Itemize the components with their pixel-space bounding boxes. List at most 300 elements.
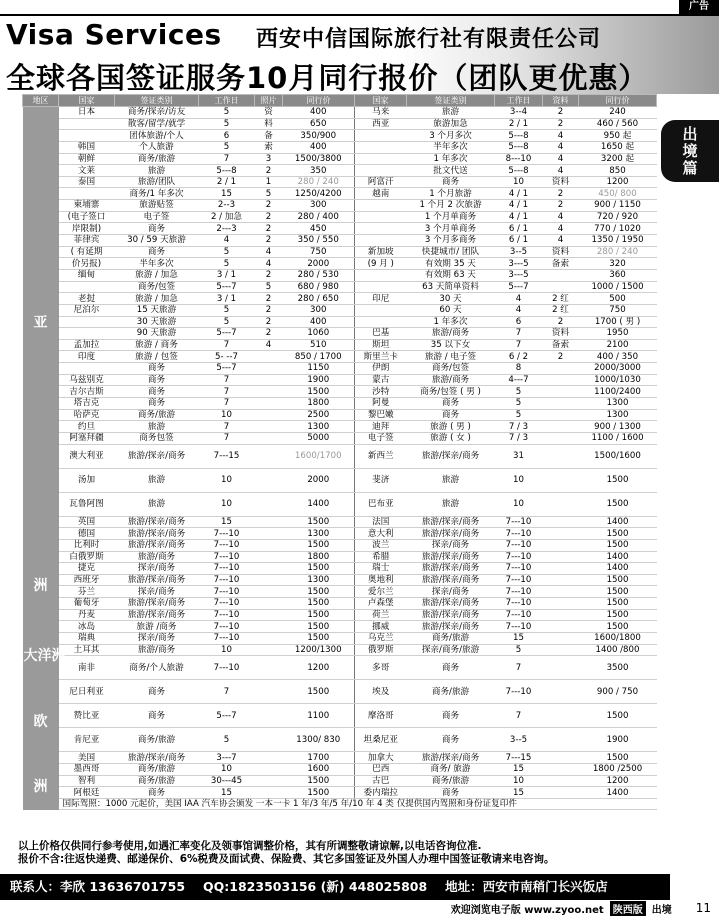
- table-cell: 1250/4200: [283, 188, 355, 200]
- table-cell: 1500: [283, 598, 355, 610]
- table-cell: [543, 363, 579, 375]
- table-cell: 30 / 59 天旅游: [115, 235, 199, 247]
- table-cell: 1 个月单商务: [407, 211, 495, 223]
- table-cell: 1300: [579, 398, 657, 410]
- table-row: [23, 200, 657, 212]
- table-cell: 1500: [283, 539, 355, 551]
- table-cell: 旅游: [115, 165, 199, 177]
- table-cell: [255, 609, 283, 621]
- table-cell: 7---10: [495, 551, 543, 563]
- table-cell: 7---10: [495, 574, 543, 586]
- table-cell: 240: [579, 107, 657, 119]
- table-cell: 750: [283, 246, 355, 258]
- table-cell: [543, 574, 579, 586]
- table-cell: [543, 680, 579, 704]
- table-cell: 4: [495, 293, 543, 305]
- table-cell: 7---10: [199, 609, 255, 621]
- table-cell: 肯尼亚: [59, 728, 115, 752]
- table-cell: 旅游 /商务: [115, 621, 199, 633]
- table-cell: 1600/1800: [579, 632, 657, 644]
- table-cell: 10: [199, 492, 255, 516]
- table-cell: 德国: [59, 528, 115, 540]
- table-cell: 白俄罗斯: [59, 551, 115, 563]
- table-cell: 2000: [283, 468, 355, 492]
- table-cell: 2: [543, 316, 579, 328]
- table-row: [23, 432, 657, 444]
- table-row: [23, 632, 657, 644]
- table-cell: 商务: [407, 704, 495, 728]
- table-cell: 7---10: [495, 586, 543, 598]
- table-cell: [543, 398, 579, 410]
- table-cell: 越南: [355, 188, 407, 200]
- table-cell: 450/ 800: [579, 188, 657, 200]
- table-cell: 7: [199, 421, 255, 433]
- table-cell: [543, 409, 579, 421]
- table-cell: 旅游/探亲/商务: [407, 563, 495, 575]
- table-cell: 7---10: [199, 528, 255, 540]
- table-cell: 商务: [115, 680, 199, 704]
- table-cell: 1100/2400: [579, 386, 657, 398]
- table-cell: 280 / 240: [283, 176, 355, 188]
- table-cell: 个人旅游: [115, 141, 199, 153]
- table-cell: 7: [199, 432, 255, 444]
- table-cell: 1500: [579, 752, 657, 764]
- table-cell: 柬埔寨: [59, 200, 115, 212]
- table-cell: 1300: [283, 528, 355, 540]
- table-cell: 蒙古: [355, 374, 407, 386]
- table-cell: 1500: [283, 386, 355, 398]
- company-name: 西安中信国际旅行社有限责任公司: [256, 27, 602, 52]
- table-cell: 770 / 1020: [579, 223, 657, 235]
- table-cell: 斯里兰卡: [355, 351, 407, 363]
- table-cell: 探亲/商务: [115, 632, 199, 644]
- table-row: [23, 176, 657, 188]
- table-cell: 7---10: [495, 680, 543, 704]
- table-cell: 汤加: [59, 468, 115, 492]
- table-cell: [255, 632, 283, 644]
- table-cell: 商务: [407, 176, 495, 188]
- table-cell: 旅游: [115, 421, 199, 433]
- table-cell: 5---8: [199, 165, 255, 177]
- table-cell: 旅游: [115, 468, 199, 492]
- region-cell: 洲: [23, 539, 59, 632]
- table-cell: 1 年多次: [407, 153, 495, 165]
- column-header: 同行价: [283, 95, 355, 107]
- table-cell: 委内瑞拉: [355, 787, 407, 799]
- table-cell: [59, 316, 115, 328]
- table-row: [23, 444, 657, 468]
- table-cell: 3--4: [495, 107, 543, 119]
- table-cell: 1600/1700: [283, 444, 355, 468]
- header-banner: [0, 16, 719, 94]
- table-row: [23, 763, 657, 775]
- table-cell: 3 个月多次: [407, 130, 495, 142]
- table-cell: 2000/3000: [579, 363, 657, 375]
- table-cell: 商务: [115, 363, 199, 375]
- table-cell: 1100 / 1600: [579, 432, 657, 444]
- table-cell: [543, 728, 579, 752]
- table-cell: 2: [543, 107, 579, 119]
- table-cell: 6: [495, 316, 543, 328]
- section-side-tab: [661, 120, 719, 182]
- table-cell: [543, 374, 579, 386]
- table-row: [23, 118, 657, 130]
- table-cell: [255, 409, 283, 421]
- table-cell: [255, 528, 283, 540]
- table-cell: [543, 269, 579, 281]
- table-cell: 芬兰: [59, 586, 115, 598]
- table-cell: 印度: [59, 351, 115, 363]
- table-cell: [543, 609, 579, 621]
- side-tab-char: 境: [682, 142, 698, 160]
- table-cell: 450: [283, 223, 355, 235]
- table-row: [23, 563, 657, 575]
- table-cell: 1500: [579, 704, 657, 728]
- table-cell: 10: [199, 409, 255, 421]
- table-cell: 300: [283, 304, 355, 316]
- column-header: 国家: [355, 95, 407, 107]
- column-header: 地区: [23, 95, 59, 107]
- table-cell: 备: [255, 130, 283, 142]
- table-cell: 阿根廷: [59, 787, 115, 799]
- table-row: [23, 141, 657, 153]
- table-cell: 2 红: [543, 304, 579, 316]
- table-cell: 商务: [115, 787, 199, 799]
- table-cell: 1 年多次: [407, 316, 495, 328]
- table-cell: 2: [255, 269, 283, 281]
- table-cell: 900 / 1150: [579, 200, 657, 212]
- table-cell: 3--5: [495, 246, 543, 258]
- table-cell: [255, 728, 283, 752]
- table-cell: 7: [495, 328, 543, 340]
- table-cell: [255, 421, 283, 433]
- table-cell: 朝鲜: [59, 153, 115, 165]
- table-cell: 1500: [579, 586, 657, 598]
- table-cell: 4: [543, 153, 579, 165]
- table-row: [23, 539, 657, 551]
- table-cell: 吉尔吉斯: [59, 386, 115, 398]
- table-cell: 400: [283, 316, 355, 328]
- table-cell: 850 / 1700: [283, 351, 355, 363]
- table-cell: 商务: [115, 246, 199, 258]
- table-cell: [355, 223, 407, 235]
- table-cell: 8: [495, 363, 543, 375]
- table-cell: 1500: [579, 539, 657, 551]
- table-cell: 7: [199, 386, 255, 398]
- table-cell: 商务/1 年多次: [115, 188, 199, 200]
- table-cell: 1300: [283, 574, 355, 586]
- table-cell: 400: [283, 141, 355, 153]
- table-row: [23, 316, 657, 328]
- table-cell: 资料: [543, 176, 579, 188]
- table-cell: 斐济: [355, 468, 407, 492]
- table-cell: [543, 421, 579, 433]
- table-cell: 5---7: [495, 281, 543, 293]
- table-cell: 2: [255, 165, 283, 177]
- table-cell: 7---10: [199, 598, 255, 610]
- region-cell: 欧: [23, 680, 59, 764]
- table-row: [23, 704, 657, 728]
- table-cell: 1800: [283, 398, 355, 410]
- table-cell: [355, 304, 407, 316]
- table-cell: 5---8: [495, 141, 543, 153]
- table-cell: [255, 775, 283, 787]
- table-cell: 批文代送: [407, 165, 495, 177]
- table-cell: 旅游/探亲/商务: [115, 444, 199, 468]
- table-cell: 埃及: [355, 680, 407, 704]
- notes: [18, 840, 658, 866]
- table-cell: 4: [543, 235, 579, 247]
- table-cell: 2 / 加急: [199, 211, 255, 223]
- table-cell: [255, 468, 283, 492]
- table-cell: 赞比亚: [59, 704, 115, 728]
- table-cell: [543, 516, 579, 528]
- table-cell: 7---10: [199, 656, 255, 680]
- table-cell: 商务/旅游: [407, 775, 495, 787]
- table-cell: 5: [495, 398, 543, 410]
- table-cell: 团体旅游/个人: [115, 130, 199, 142]
- contact-qq: QQ:1823503156 (新) 448025808: [203, 879, 428, 894]
- table-cell: 黎巴嫩: [355, 409, 407, 421]
- table-cell: 半年多次: [115, 258, 199, 270]
- table-cell: 4: [255, 246, 283, 258]
- table-cell: 西班牙: [59, 574, 115, 586]
- table-cell: 旅游加急: [407, 118, 495, 130]
- table-cell: 5: [255, 281, 283, 293]
- table-cell: 1350 / 1950: [579, 235, 657, 247]
- table-cell: 奥地利: [355, 574, 407, 586]
- table-row: [23, 339, 657, 351]
- footer-site: 欢迎浏览电子版 www.zyoo.net: [450, 904, 604, 916]
- table-cell: 1150: [283, 363, 355, 375]
- table-cell: [255, 432, 283, 444]
- table-cell: 尼泊尔: [59, 304, 115, 316]
- table-cell: [255, 704, 283, 728]
- table-cell: 岸限制): [59, 223, 115, 235]
- table-cell: 韩国: [59, 141, 115, 153]
- table-row: [23, 351, 657, 363]
- table-row: [23, 398, 657, 410]
- table-cell: 1500/1600: [579, 444, 657, 468]
- table-cell: 旅游/探亲/商务: [407, 444, 495, 468]
- table-cell: 7---10: [199, 621, 255, 633]
- table-cell: 1500: [283, 586, 355, 598]
- table-cell: 2---3: [199, 223, 255, 235]
- table-cell: 旅游 ( 女 ): [407, 432, 495, 444]
- table-cell: 7---10: [199, 563, 255, 575]
- table-row: [23, 269, 657, 281]
- table-row: [23, 492, 657, 516]
- table-cell: 7: [199, 680, 255, 704]
- table-cell: 1500: [579, 598, 657, 610]
- table-cell: [543, 775, 579, 787]
- table-cell: 1500: [283, 775, 355, 787]
- table-cell: 商务/探亲/访友: [115, 107, 199, 119]
- table-cell: 1650 起: [579, 141, 657, 153]
- table-cell: 15: [495, 632, 543, 644]
- table-cell: 塔吉克: [59, 398, 115, 410]
- table-cell: 680 / 980: [283, 281, 355, 293]
- column-header: 资料: [543, 95, 579, 107]
- table-cell: [255, 644, 283, 656]
- table-cell: 7---10: [199, 632, 255, 644]
- table-row: [23, 304, 657, 316]
- table-cell: 3 个月多商务: [407, 235, 495, 247]
- table-cell: 旅游/商务: [407, 374, 495, 386]
- table-cell: 1200/1300: [283, 644, 355, 656]
- table-cell: 英国: [59, 516, 115, 528]
- table-cell: 旅游/探亲/商务: [407, 551, 495, 563]
- table-cell: 乌兹别克: [59, 374, 115, 386]
- table-cell: 350/900: [283, 130, 355, 142]
- table-cell: [255, 752, 283, 764]
- table-cell: 2: [255, 200, 283, 212]
- table-cell: 2: [255, 293, 283, 305]
- table-cell: 7---15: [199, 444, 255, 468]
- table-cell: 旅游/探亲/商务: [115, 609, 199, 621]
- table-cell: 400: [283, 107, 355, 119]
- table-cell: [543, 528, 579, 540]
- table-cell: 10: [199, 763, 255, 775]
- table-cell: 1500: [579, 468, 657, 492]
- table-cell: 美国: [59, 752, 115, 764]
- table-cell: 7---10: [199, 586, 255, 598]
- table-cell: 1500: [283, 609, 355, 621]
- table-cell: 商务: [407, 656, 495, 680]
- table-row: [23, 586, 657, 598]
- table-cell: 古巴: [355, 775, 407, 787]
- table-cell: 4: [255, 258, 283, 270]
- table-cell: 5: [495, 644, 543, 656]
- table-cell: 3---5: [495, 269, 543, 281]
- table-cell: 旅游/探亲/商务: [407, 516, 495, 528]
- table-cell: 1900: [579, 728, 657, 752]
- table-row: [23, 598, 657, 610]
- table-row: [23, 574, 657, 586]
- table-cell: 商务/旅游: [115, 728, 199, 752]
- table-cell: 商务/旅游: [115, 153, 199, 165]
- table-cell: 电子签: [355, 432, 407, 444]
- table-cell: 15 天旅游: [115, 304, 199, 316]
- table-cell: 哈萨克: [59, 409, 115, 421]
- table-row: [23, 235, 657, 247]
- table-cell: 720 / 920: [579, 211, 657, 223]
- table-cell: 老挝: [59, 293, 115, 305]
- table-cell: 探亲/商务: [407, 539, 495, 551]
- table-row: [23, 468, 657, 492]
- table-cell: 2: [255, 211, 283, 223]
- table-cell: 460 / 560: [579, 118, 657, 130]
- table-cell: 旅游/探亲/商务: [407, 528, 495, 540]
- table-cell: 印尼: [355, 293, 407, 305]
- table-cell: 有效期 35 天: [407, 258, 495, 270]
- table-cell: 300: [283, 200, 355, 212]
- table-cell: 1500: [579, 574, 657, 586]
- contact-person: 联系人：李欣 13636701755: [10, 879, 186, 894]
- table-cell: [543, 644, 579, 656]
- table-cell: [59, 363, 115, 375]
- table-cell: [255, 444, 283, 468]
- table-row: [23, 386, 657, 398]
- table-cell: [59, 118, 115, 130]
- table-cell: 荷兰: [355, 609, 407, 621]
- table-cell: [543, 704, 579, 728]
- table-cell: 法国: [355, 516, 407, 528]
- table-cell: 3--5: [495, 728, 543, 752]
- table-cell: 散客/留学/就学: [115, 118, 199, 130]
- table-cell: 6: [199, 130, 255, 142]
- table-cell: 迪拜: [355, 421, 407, 433]
- table-cell: 5: [199, 304, 255, 316]
- table-cell: 5: [199, 258, 255, 270]
- table-row: [23, 656, 657, 680]
- table-cell: [355, 269, 407, 281]
- table-cell: [255, 539, 283, 551]
- table-cell: 2: [255, 235, 283, 247]
- table-cell: [543, 539, 579, 551]
- table-cell: ( 有延期: [59, 246, 115, 258]
- table-cell: [543, 432, 579, 444]
- table-row: [23, 130, 657, 142]
- table-cell: 1500: [579, 492, 657, 516]
- table-cell: 7: [495, 704, 543, 728]
- visa-price-table: [22, 94, 657, 810]
- table-cell: 280 / 530: [283, 269, 355, 281]
- table-cell: 1200: [579, 176, 657, 188]
- table-cell: 35 以下女: [407, 339, 495, 351]
- column-header: 签证类别: [407, 95, 495, 107]
- table-cell: [59, 328, 115, 340]
- table-cell: 1 个月旅游: [407, 188, 495, 200]
- column-header: 国家: [59, 95, 115, 107]
- table-cell: 3 / 1: [199, 293, 255, 305]
- table-cell: [255, 574, 283, 586]
- table-cell: 30---45: [199, 775, 255, 787]
- table-cell: 瑞典: [59, 632, 115, 644]
- table-cell: 意大利: [355, 528, 407, 540]
- table-cell: 2: [255, 328, 283, 340]
- table-cell: 瑞士: [355, 563, 407, 575]
- table-cell: [255, 516, 283, 528]
- table-cell: [543, 444, 579, 468]
- table-cell: 菲律宾: [59, 235, 115, 247]
- table-row: [23, 223, 657, 235]
- table-row: [23, 293, 657, 305]
- table-cell: [355, 200, 407, 212]
- table-cell: [543, 752, 579, 764]
- table-cell: 5: [199, 107, 255, 119]
- table-cell: 旅游/团队: [115, 176, 199, 188]
- table-cell: 1500: [283, 787, 355, 799]
- table-cell: 有效期 63 天: [407, 269, 495, 281]
- table-cell: 2500: [283, 409, 355, 421]
- table-cell: 料: [255, 118, 283, 130]
- table-cell: 旅游/探亲/商务: [115, 752, 199, 764]
- table-cell: 2: [255, 304, 283, 316]
- column-header: 签证类别: [115, 95, 199, 107]
- table-cell: 南非: [59, 656, 115, 680]
- table-cell: [543, 492, 579, 516]
- table-cell: 3500: [579, 656, 657, 680]
- table-cell: 4 / 1: [495, 188, 543, 200]
- table-cell: [543, 586, 579, 598]
- table-cell: 4: [543, 141, 579, 153]
- table-cell: 旅游贴签: [115, 200, 199, 212]
- table-cell: 15: [495, 787, 543, 799]
- table-cell: 旅游/探亲/商务: [115, 528, 199, 540]
- table-cell: 1500: [283, 563, 355, 575]
- table-cell: [543, 386, 579, 398]
